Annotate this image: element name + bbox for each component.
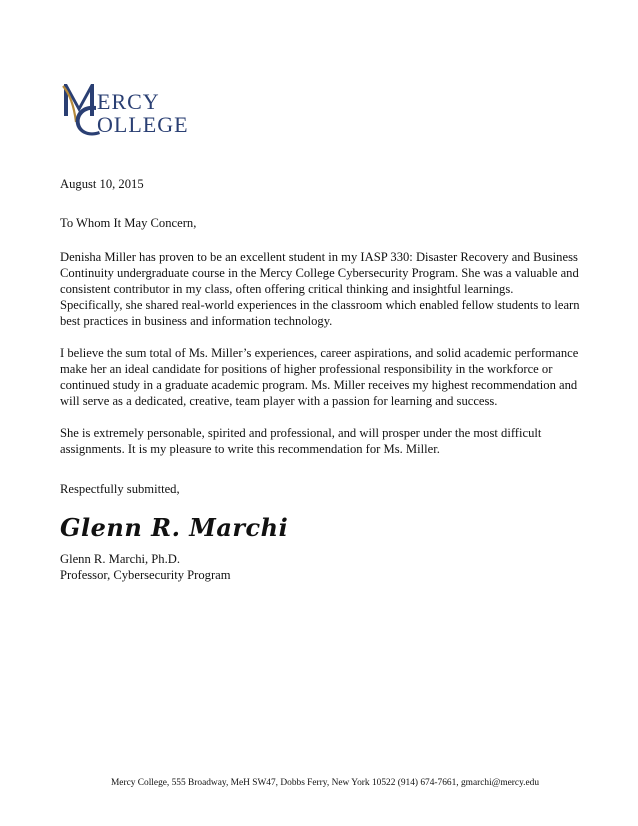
paragraph-line: best practices in business and information technology. xyxy=(60,314,333,328)
signer-name: Glenn R. Marchi, Ph.D. xyxy=(60,552,180,566)
paragraph-1 xyxy=(60,249,580,329)
paragraph-line: She is extremely personable, spirited and professional, and will prosper under the most difficult xyxy=(60,426,542,440)
logo-text-bottom: OLLEGE xyxy=(97,112,189,137)
signer-block xyxy=(60,551,231,583)
logo-text-top: ERCY xyxy=(97,89,160,114)
paragraph-line: make her an ideal candidate for positions of higher professional responsibility in the workforce or xyxy=(60,362,553,376)
svg-text:Glenn R. Marchi: Glenn R. Marchi xyxy=(60,513,289,542)
paragraph-line: Specifically, she shared real-world experiences in the classroom which enabled fellow students to learn xyxy=(60,298,580,312)
paragraph-line: consistent contributor in my class, often offering critical thinking and insightful learnings. xyxy=(60,282,514,296)
signature-image xyxy=(60,510,310,544)
paragraph-line: I believe the sum total of Ms. Miller’s experiences, career aspirations, and solid academic performance xyxy=(60,346,579,360)
closing: Respectfully submitted, xyxy=(60,482,180,496)
paragraph-line: Continuity undergraduate course in the Mercy College Cybersecurity Program. She was a valuable and xyxy=(60,266,579,280)
paragraph-line: assignments. It is my pleasure to write this recommendation for Ms. Miller. xyxy=(60,442,440,456)
footer xyxy=(0,777,638,789)
paragraph-2 xyxy=(60,345,580,409)
signer-title: Professor, Cybersecurity Program xyxy=(60,568,231,582)
salutation: To Whom It May Concern, xyxy=(60,216,197,230)
footer-address: Mercy College, 555 Broadway, MeH SW47, Dobbs Ferry, New York 10522 (914) 674-7661, gmarchi@mercy.edu xyxy=(110,778,540,788)
letter-date: August 10, 2015 xyxy=(60,177,144,191)
paragraph-line: Denisha Miller has proven to be an excellent student in my IASP 330: Disaster Recovery and Business xyxy=(60,250,578,264)
paragraph-3 xyxy=(60,425,580,457)
letter-body xyxy=(60,176,580,497)
mercy-college-logo xyxy=(60,76,220,140)
paragraph-line: will serve as a dedicated, creative, team player with a passion for learning and success. xyxy=(60,394,498,408)
paragraph-line: continued study in a graduate academic program. Ms. Miller receives my highest recommendation and xyxy=(60,378,578,392)
